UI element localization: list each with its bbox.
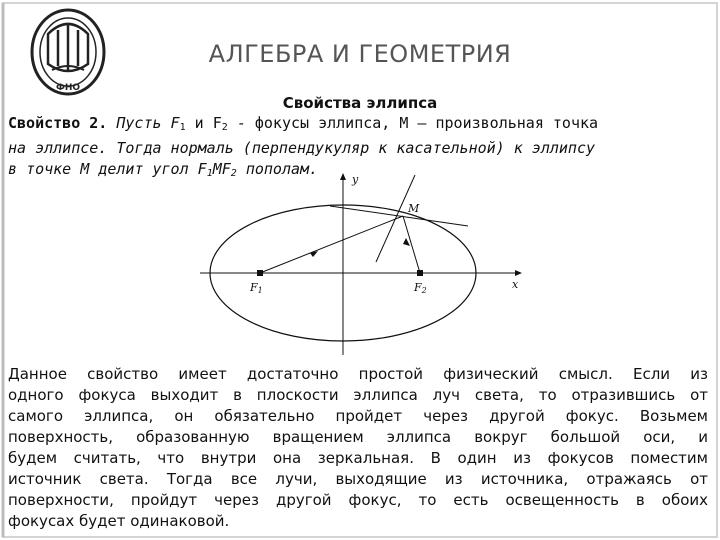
subscript: 2 bbox=[230, 168, 237, 179]
point-m-label: M bbox=[408, 202, 420, 215]
statement-text: - фокусы эллипса, M – произвольная точка bbox=[227, 114, 599, 132]
statement-text: Пусть F bbox=[107, 114, 180, 132]
paragraph-line: будем считать, что внутри она зеркальная. В один из фокусов поместим bbox=[8, 449, 708, 467]
page-title: АЛГЕБРА И ГЕОМЕТРИЯ bbox=[208, 40, 512, 68]
focus-f1-point bbox=[257, 270, 263, 276]
x-axis-arrow bbox=[515, 270, 522, 276]
subscript: 2 bbox=[221, 122, 228, 133]
paragraph-line: источник света. Тогда все лучи, выходящие из источника, отражаясь от bbox=[8, 470, 708, 488]
subscript: 1 bbox=[206, 168, 213, 179]
statement-text: MF bbox=[212, 160, 231, 178]
section-subtitle: Свойства эллипса bbox=[282, 94, 438, 112]
statement-lead: Свойство 2. bbox=[8, 114, 108, 132]
focus-f2-label: F2 bbox=[414, 281, 427, 295]
ray-f1-m bbox=[260, 216, 403, 273]
subscript: 1 bbox=[179, 122, 186, 133]
paragraph-line: одного фокуса выходит в плоскости эллипса луч света, то отразившись от bbox=[8, 386, 708, 404]
focus-f1-label: F1 bbox=[250, 281, 263, 295]
paragraph-line: фокусах будет одинаковой. bbox=[8, 512, 230, 530]
paragraph-line: поверхности, пройдут через другой фокус, то есть освещенность в обоих bbox=[8, 491, 708, 509]
ellipse-diagram bbox=[200, 170, 530, 355]
paragraph-line: поверхность, образованную вращением эллипса вокруг большой оси, и bbox=[8, 428, 708, 446]
normal-line bbox=[376, 175, 415, 262]
statement-text: в точке M делит угол F bbox=[8, 160, 207, 178]
paragraph-line: Данное свойство имеет достаточно простой физический смысл. Если из bbox=[8, 365, 708, 383]
paragraph-line: самого эллипса, он обязательно пройдет через другой фокус. Возьмем bbox=[8, 407, 708, 425]
focus-f2-point bbox=[417, 270, 423, 276]
statement-line-1 bbox=[8, 113, 710, 138]
y-axis-label: y bbox=[352, 173, 359, 186]
statement-text: пополам. bbox=[236, 160, 319, 178]
x-axis-label: x bbox=[512, 278, 519, 291]
logo-text: ФНО bbox=[55, 83, 81, 93]
ray-arrow bbox=[403, 238, 410, 246]
statement-line-2: на эллипсе. Тогда нормаль (перпендукуляр к касательной) к эллипсу bbox=[8, 139, 595, 157]
statement-text: и F bbox=[185, 114, 222, 132]
explanation-paragraph bbox=[8, 364, 708, 532]
y-axis-arrow bbox=[340, 173, 346, 180]
tangent-line bbox=[330, 206, 468, 226]
